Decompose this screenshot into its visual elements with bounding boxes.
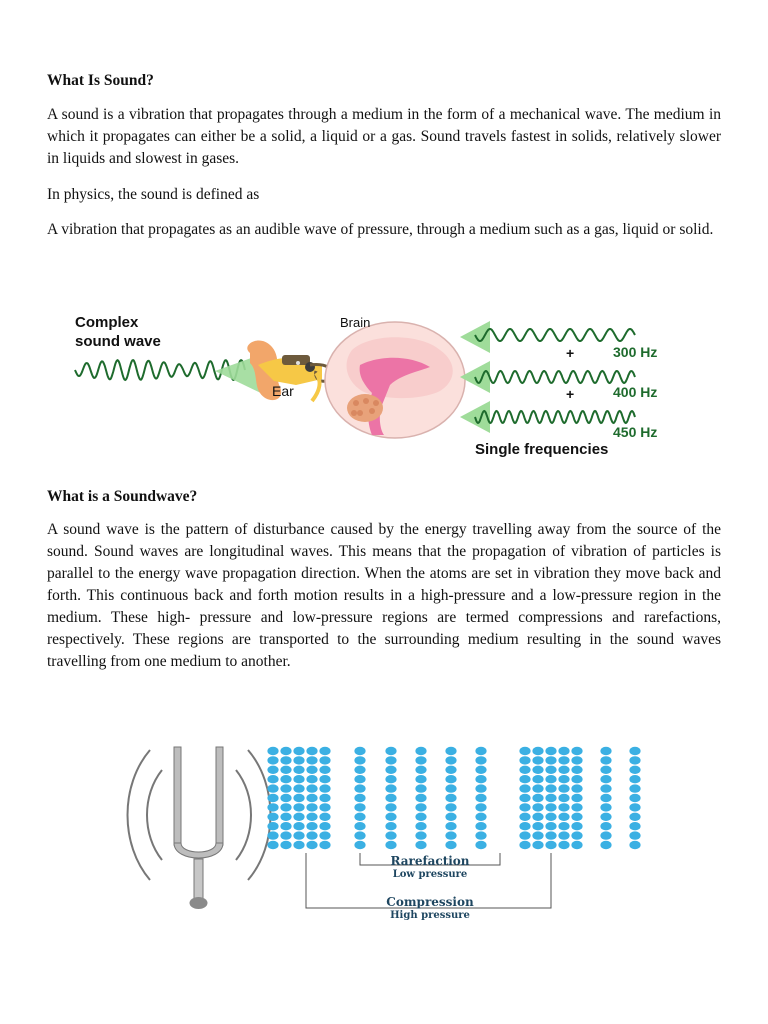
particle: [600, 822, 611, 830]
particle: [319, 766, 330, 774]
particle: [306, 794, 317, 802]
particle: [571, 841, 582, 849]
particle: [571, 813, 582, 821]
particle: [445, 794, 456, 802]
particle: [629, 841, 640, 849]
particle: [445, 775, 456, 783]
particle: [267, 784, 278, 792]
particle: [475, 831, 486, 839]
particle: [545, 841, 556, 849]
particle: [354, 747, 365, 755]
particle: [306, 766, 317, 774]
particle: [415, 747, 426, 755]
particle: [545, 766, 556, 774]
wave-450hz: [475, 411, 635, 423]
particle: [519, 766, 530, 774]
particle: [519, 747, 530, 755]
particle: [415, 794, 426, 802]
particle: [545, 803, 556, 811]
particle: [545, 775, 556, 783]
particle: [558, 803, 569, 811]
particle: [354, 803, 365, 811]
particle: [267, 775, 278, 783]
particle: [319, 803, 330, 811]
paragraph-sound-definition: A sound is a vibration that propagates through a medium in the form of a mechanical wave. The medium in which it propagates can either be a solid, a liquid or a gas. Sound travels fastest in solids, relatively slower in liquids and slowest in gases.: [47, 106, 721, 167]
particle: [532, 756, 543, 764]
particle: [415, 775, 426, 783]
particle: [600, 756, 611, 764]
particle: [306, 803, 317, 811]
particle: [280, 803, 291, 811]
particle: [385, 841, 396, 849]
particle: [415, 784, 426, 792]
particle: [319, 822, 330, 830]
particle: [558, 813, 569, 821]
particle: [293, 766, 304, 774]
particle: [306, 784, 317, 792]
particle: [558, 831, 569, 839]
particle: [354, 841, 365, 849]
wave-400hz: [475, 371, 635, 383]
particle: [385, 822, 396, 830]
particle: [629, 766, 640, 774]
particle: [319, 831, 330, 839]
particle: [475, 794, 486, 802]
particle: [629, 803, 640, 811]
brain-illustration: [325, 322, 465, 438]
particle: [629, 813, 640, 821]
heading-what-is-soundwave: What is a Soundwave?: [47, 488, 198, 505]
particle: [475, 822, 486, 830]
particle: [415, 813, 426, 821]
plus-sign-2: +: [566, 386, 575, 402]
heading-what-is-sound: What Is Sound?: [47, 72, 154, 89]
particle: [293, 822, 304, 830]
particle-field: [267, 747, 640, 849]
particle: [532, 775, 543, 783]
particle: [571, 784, 582, 792]
plus-sign-1: +: [566, 345, 575, 361]
particle: [545, 747, 556, 755]
particle: [280, 794, 291, 802]
particle: [319, 813, 330, 821]
particle: [319, 794, 330, 802]
particle: [519, 841, 530, 849]
ear-label: Ear: [272, 383, 294, 399]
particle: [545, 822, 556, 830]
particle: [532, 747, 543, 755]
particle: [415, 756, 426, 764]
wave-300hz: [475, 329, 635, 341]
particle: [267, 822, 278, 830]
particle: [532, 766, 543, 774]
particle: [385, 803, 396, 811]
particle: [519, 803, 530, 811]
particle: [354, 784, 365, 792]
particle: [319, 775, 330, 783]
particle: [385, 831, 396, 839]
particle: [475, 747, 486, 755]
particle: [600, 747, 611, 755]
particle: [319, 784, 330, 792]
particle: [519, 831, 530, 839]
particle: [415, 822, 426, 830]
particle: [354, 813, 365, 821]
particle: [445, 841, 456, 849]
particle: [558, 756, 569, 764]
particle: [267, 841, 278, 849]
particle: [445, 831, 456, 839]
particle: [545, 813, 556, 821]
particle: [280, 756, 291, 764]
particle: [354, 794, 365, 802]
particle: [280, 841, 291, 849]
particle: [267, 756, 278, 764]
particle: [319, 841, 330, 849]
particle: [280, 766, 291, 774]
particle: [600, 794, 611, 802]
particle: [475, 803, 486, 811]
figure-longitudinal-wave: [110, 735, 670, 925]
particle: [629, 794, 640, 802]
particle: [385, 784, 396, 792]
particle: [571, 794, 582, 802]
particle: [306, 831, 317, 839]
particle: [475, 813, 486, 821]
paragraph-soundwave-explanation: A sound wave is the pattern of disturbance caused by the energy travelling away from the source of the sound. Sound waves are longitudinal waves. This means that the propagation of vibration of particles is parallel to the energy wave propagation direction. When the atoms are set in vibration they move back and forth. This continuous back and forth motion results in a high-pressure and a low-pressure region in the medium. These high- pressure and low-pressure regions are termed compressions and rarefactions, respectively. These regions are transported to the surrounding medium resulting in the sound waves travelling from one medium to another.: [47, 521, 721, 670]
particle: [571, 766, 582, 774]
freq-450-label: 450 Hz: [613, 424, 658, 440]
particle: [280, 784, 291, 792]
high-pressure-label: High pressure: [390, 910, 470, 921]
particle: [293, 813, 304, 821]
single-frequencies-label: Single frequencies: [475, 441, 609, 458]
particle: [571, 822, 582, 830]
particle: [445, 803, 456, 811]
particle: [629, 756, 640, 764]
particle: [629, 784, 640, 792]
particle: [545, 794, 556, 802]
particle: [532, 794, 543, 802]
particle: [545, 831, 556, 839]
particle: [293, 747, 304, 755]
particle: [558, 822, 569, 830]
particle: [354, 756, 365, 764]
particle: [629, 747, 640, 755]
particle: [600, 775, 611, 783]
particle: [385, 756, 396, 764]
particle: [354, 766, 365, 774]
particle: [354, 822, 365, 830]
particle: [385, 766, 396, 774]
particle: [519, 756, 530, 764]
particle: [415, 803, 426, 811]
particle: [519, 775, 530, 783]
complex-label-line1: Complex: [75, 314, 139, 331]
particle: [445, 784, 456, 792]
particle: [415, 766, 426, 774]
particle: [629, 775, 640, 783]
particle: [280, 747, 291, 755]
particle: [519, 813, 530, 821]
particle: [558, 794, 569, 802]
particle: [475, 766, 486, 774]
complex-label-line2: sound wave: [75, 333, 161, 350]
particle: [600, 813, 611, 821]
particle: [445, 766, 456, 774]
rarefaction-label: Rarefaction: [390, 854, 470, 868]
particle: [306, 822, 317, 830]
particle: [306, 813, 317, 821]
particle: [306, 747, 317, 755]
particle: [445, 747, 456, 755]
paragraph-physics-intro: In physics, the sound is defined as: [47, 186, 260, 203]
particle: [445, 813, 456, 821]
particle: [445, 756, 456, 764]
particle: [319, 747, 330, 755]
particle: [385, 775, 396, 783]
particle: [306, 775, 317, 783]
particle: [267, 831, 278, 839]
particle: [558, 784, 569, 792]
particle: [532, 803, 543, 811]
particle: [475, 775, 486, 783]
particle: [306, 756, 317, 764]
low-pressure-label: Low pressure: [392, 869, 468, 880]
particle: [558, 775, 569, 783]
particle: [445, 822, 456, 830]
tuning-fork-illustration: [128, 747, 271, 909]
particle: [267, 766, 278, 774]
particle: [385, 813, 396, 821]
particle: [354, 775, 365, 783]
particle: [519, 784, 530, 792]
particle: [519, 794, 530, 802]
particle: [475, 784, 486, 792]
particle: [532, 841, 543, 849]
particle: [571, 756, 582, 764]
particle: [532, 831, 543, 839]
particle: [600, 766, 611, 774]
particle: [293, 756, 304, 764]
particle: [293, 794, 304, 802]
particle: [558, 841, 569, 849]
particle: [306, 841, 317, 849]
particle: [532, 822, 543, 830]
paragraph-physics-definition: A vibration that propagates as an audible wave of pressure, through a medium such as a gas, liquid or solid.: [47, 221, 714, 238]
particle: [571, 803, 582, 811]
compression-label: Compression: [386, 895, 474, 909]
particle: [571, 747, 582, 755]
particle: [519, 822, 530, 830]
particle: [267, 794, 278, 802]
particle: [558, 747, 569, 755]
particle: [558, 766, 569, 774]
particle: [600, 784, 611, 792]
particle: [293, 803, 304, 811]
figure-hearing-diagram: [60, 305, 700, 465]
particle: [415, 841, 426, 849]
particle: [532, 813, 543, 821]
particle: [571, 775, 582, 783]
particle: [571, 831, 582, 839]
particle: [600, 831, 611, 839]
particle: [354, 831, 365, 839]
particle: [545, 756, 556, 764]
particle: [545, 784, 556, 792]
particle: [267, 813, 278, 821]
particle: [267, 803, 278, 811]
particle: [385, 747, 396, 755]
particle: [600, 841, 611, 849]
freq-300-label: 300 Hz: [613, 344, 658, 360]
particle: [629, 822, 640, 830]
particle: [280, 831, 291, 839]
particle: [475, 756, 486, 764]
particle: [629, 831, 640, 839]
particle: [280, 822, 291, 830]
particle: [415, 831, 426, 839]
particle: [293, 784, 304, 792]
particle: [600, 803, 611, 811]
particle: [280, 813, 291, 821]
particle: [293, 775, 304, 783]
freq-400-label: 400 Hz: [613, 384, 658, 400]
particle: [293, 841, 304, 849]
particle: [532, 784, 543, 792]
particle: [267, 747, 278, 755]
particle: [319, 756, 330, 764]
particle: [293, 831, 304, 839]
particle: [385, 794, 396, 802]
particle: [475, 841, 486, 849]
particle: [280, 775, 291, 783]
brain-label: Brain: [340, 315, 371, 330]
